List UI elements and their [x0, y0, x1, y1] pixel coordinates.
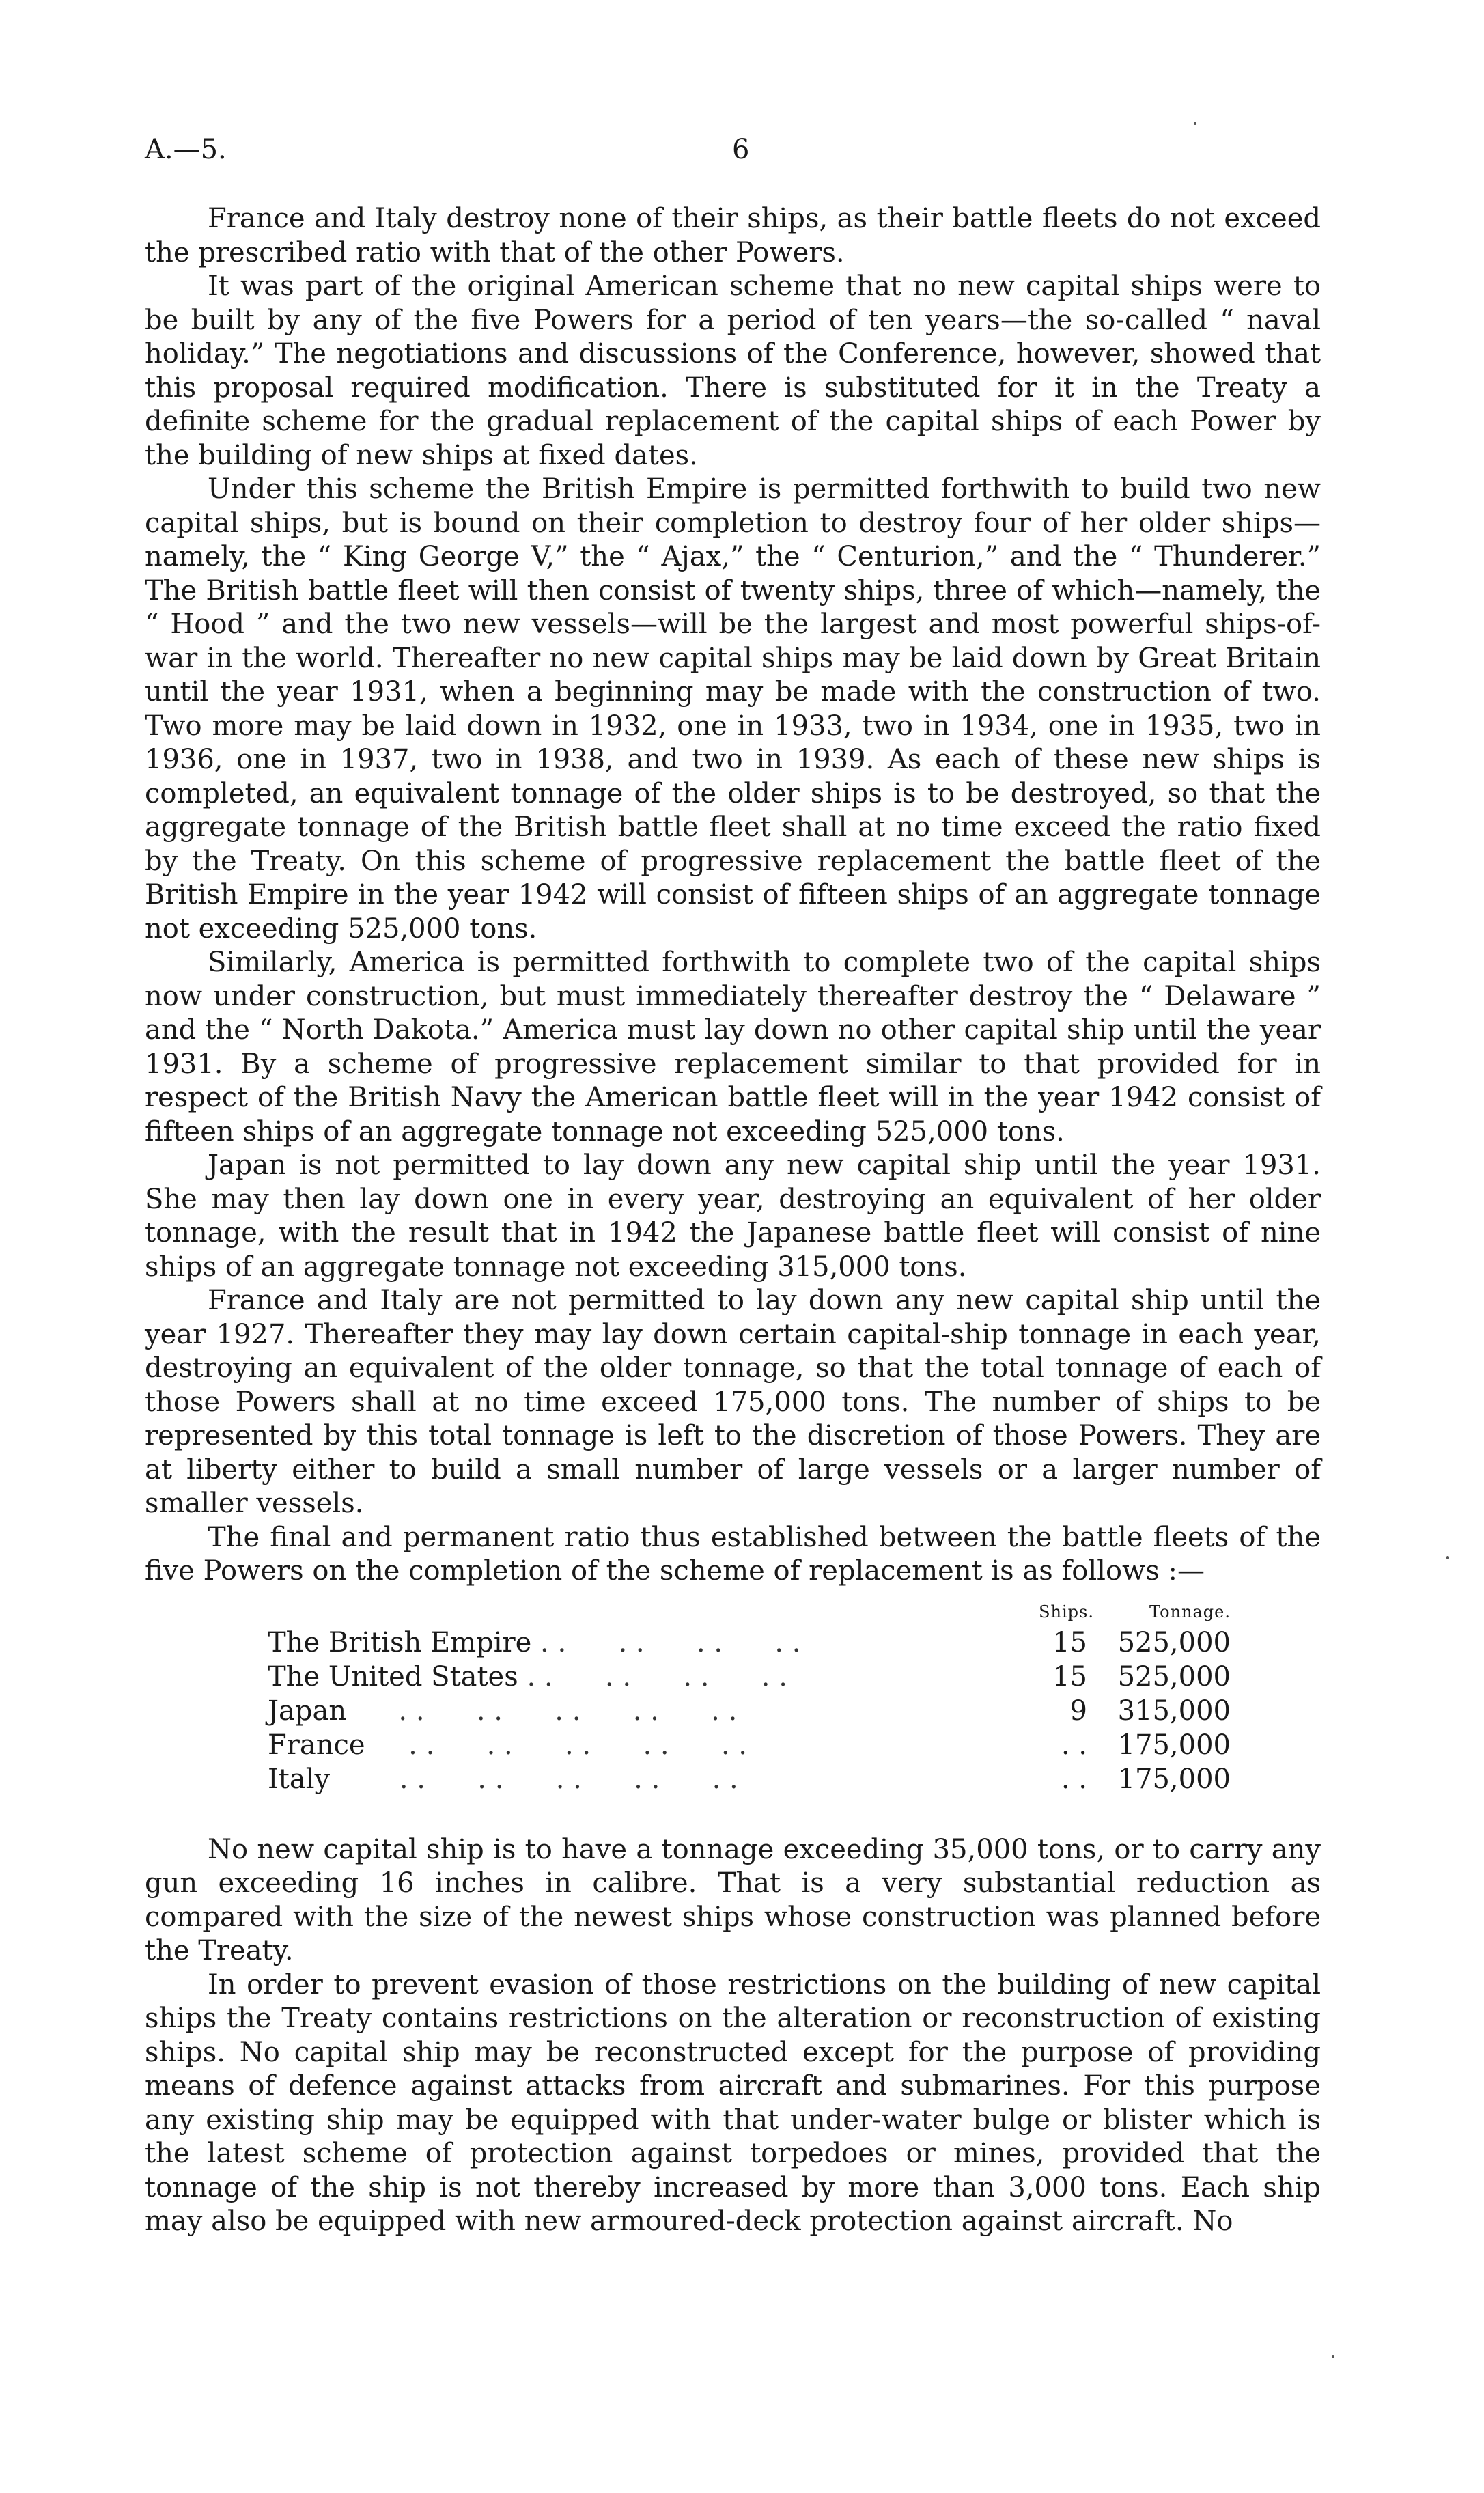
- table-row: [268, 1728, 1231, 1762]
- paragraph: It was part of the original American scheme that no new capital ships were to be built by any of the five Powers for a period of ten years—the so-called “ naval holiday.” The negotiations and discussions of the Conference, however, showed that this proposal required modification. There is substituted for it in the Treaty a definite scheme for the gradual replacement of the capital ships of each Power by the building of new ships at fixed dates.: [145, 270, 1321, 471]
- power-name: Italy: [268, 1763, 331, 1795]
- paragraph: No new capital ship is to have a tonnage exceeding 35,000 tons, or to carry any gun exceeding 16 inches in calibre. That is a very substantial reduction as compared with the size of the newest ships whose construction was planned before the Treaty.: [145, 1833, 1321, 1966]
- paragraph: In order to prevent evasion of those restrictions on the building of new capital ships the Treaty contains restrictions on the alteration or reconstruction of existing ships. No capital ship may be reconstructed except for the purpose of providing means of defence against attacks from aircraft and submarines. For this purpose any existing ship may be equipped with that under-water bulge or blister which is the latest scheme of protection against torpedoes or mines, provided that the tonnage of the ship is not thereby increased by more than 3,000 tons. Each ship may also be equipped with new armoured-deck protection against aircraft. No: [145, 1968, 1321, 2237]
- paragraph: Similarly, America is permitted forthwith to complete two of the capital ships now under construction, but must immediately thereafter destroy the “ Delaware ” and the “ North Dakota.” America must lay down no other capital ship until the year 1931. By a scheme of progressive replacement similar to that provided for in respect of the British Navy the American battle fleet will in the year 1942 consist of fifteen ships of an aggregate tonnage not exceeding 525,000 tons.: [145, 947, 1321, 1147]
- table-row: [268, 1762, 1231, 1796]
- ships-count: . .: [1061, 1763, 1087, 1795]
- ships-count: 15: [1052, 1660, 1087, 1693]
- tonnage-value: 175,000: [1117, 1729, 1231, 1761]
- ships-column-header: Ships.: [1039, 1602, 1094, 1621]
- body-text: [145, 202, 1321, 2239]
- paragraph: France and Italy destroy none of their ships, as their battle fleets do not exceed the prescribed ratio with that of the other Powers.: [145, 203, 1321, 268]
- power-name: The British Empire: [268, 1626, 532, 1658]
- fleet-ratio-table: [268, 1598, 1231, 1796]
- dot-leader: . . . . . . . . . .: [330, 1763, 738, 1795]
- scan-speck: [1332, 2355, 1334, 2358]
- paragraph: Japan is not permitted to lay down any new capital ship until the year 1931. She may then lay down one in every year, destroying an equivalent of her older tonnage, with the result that in 1942 the Japanese battle fleet will consist of nine ships of an aggregate tonnage not exceeding 315,000 tons.: [145, 1150, 1321, 1283]
- power-name: The United States: [268, 1660, 518, 1693]
- scan-speck: [1446, 1556, 1449, 1559]
- power-name: Japan: [268, 1695, 347, 1727]
- document-reference: A.—5.: [145, 134, 227, 165]
- ships-count: 9: [1069, 1695, 1087, 1727]
- table-row: [268, 1660, 1231, 1694]
- dot-leader: . . . . . . . . . .: [346, 1695, 738, 1727]
- dot-leader: . . . . . . . .: [518, 1660, 787, 1693]
- tonnage-column-header: Tonnage.: [1149, 1602, 1231, 1621]
- tonnage-value: 525,000: [1117, 1626, 1231, 1658]
- tonnage-value: 315,000: [1117, 1695, 1231, 1727]
- ships-count: 15: [1052, 1626, 1087, 1658]
- table-header-row: [268, 1598, 1231, 1626]
- dot-leader: . . . . . . . . . .: [365, 1729, 748, 1761]
- paragraph: Under this scheme the British Empire is permitted forthwith to build two new capital ships, but is bound on their completion to destroy four of her older ships—namely, the “ King George V,” the “ Ajax,” the “ Centurion,” and the “ Thunderer.” The British battle fleet will then consist of twenty ships, three of which—namely, the “ Hood ” and the two new vessels—will be the largest and most powerful ships-of-war in the world. Thereafter no new capital ships may be laid down by Great Britain until the year 1931, when a beginning may be made with the construction of two. Two more may be laid down in 1932, one in 1933, two in 1934, one in 1935, two in 1936, one in 1937, two in 1938, and two in 1939. As each of these new ships is completed, an equivalent tonnage of the older ships is to be destroyed, so that the aggregate tonnage of the British battle fleet shall at no time exceed the ratio fixed by the Treaty. On this scheme of progressive replacement the battle fleet of the British Empire in the year 1942 will consist of fifteen ships of an aggregate tonnage not exceeding 525,000 tons.: [145, 473, 1321, 945]
- tonnage-value: 525,000: [1117, 1660, 1231, 1693]
- paragraph: France and Italy are not permitted to lay down any new capital ship until the year 1927. Thereafter they may lay down certain capital-ship tonnage in each year, destroying an equivalent of the older tonnage, so that the total tonnage of each of those Powers shall at no time exceed 175,000 tons. The number of ships to be represented by this total tonnage is left to the discretion of those Powers. They are at liberty either to build a small number of large vessels or a larger number of smaller vessels.: [145, 1285, 1321, 1519]
- dot-leader: . . . . . . . .: [531, 1626, 801, 1658]
- table-row: [268, 1626, 1231, 1660]
- scan-speck: [1194, 122, 1196, 125]
- tonnage-value: 175,000: [1117, 1763, 1231, 1795]
- power-name: France: [268, 1729, 365, 1761]
- page-header: [145, 134, 1339, 175]
- power-column-header: [268, 1598, 964, 1626]
- table-row: [268, 1694, 1231, 1728]
- paragraph: The final and permanent ratio thus established between the battle fleets of the five Powers on the completion of the scheme of replacement is as follows :—: [145, 1521, 1321, 1587]
- ships-count: . .: [1061, 1729, 1087, 1761]
- page-number: 6: [732, 134, 750, 165]
